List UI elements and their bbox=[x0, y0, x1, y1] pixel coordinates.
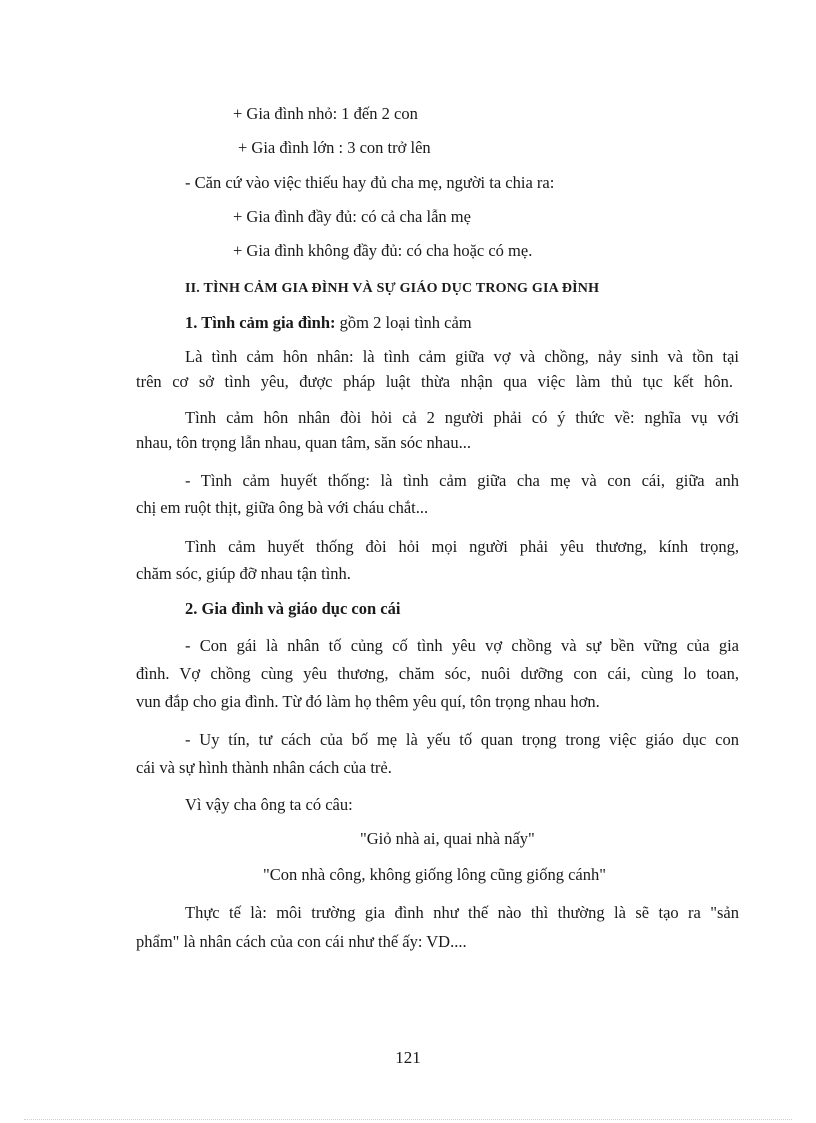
proverb-quote: "Giỏ nhà ai, quai nhà nấy" bbox=[360, 829, 535, 848]
paragraph-line: cái và sự hình thành nhân cách của trẻ. bbox=[136, 758, 392, 777]
paragraph-line: đình. Vợ chồng cùng yêu thương, chăm sóc, nuôi dưỡng con cái, cùng lo toan, bbox=[136, 664, 739, 683]
paragraph-parents-criteria: - Căn cứ vào việc thiếu hay đủ cha mẹ, người ta chia ra: bbox=[185, 173, 555, 192]
paragraph-line: Tình cảm hôn nhân đòi hỏi cả 2 người phải có ý thức về: nghĩa vụ với bbox=[185, 408, 739, 427]
paragraph-line: Là tình cảm hôn nhân: là tình cảm giữa vợ và chồng, nảy sinh và tồn tại bbox=[185, 347, 739, 366]
paragraph-line: nhau, tôn trọng lẫn nhau, quan tâm, săn sóc nhau... bbox=[136, 433, 471, 452]
list-item-large-family: + Gia đình lớn : 3 con trở lên bbox=[238, 138, 431, 157]
paragraph-line: chăm sóc, giúp đỡ nhau tận tình. bbox=[136, 564, 351, 583]
subheading-1-rest: gồm 2 loại tình cảm bbox=[335, 313, 472, 332]
paragraph-line: chị em ruột thịt, giữa ông bà với cháu chắt... bbox=[136, 498, 429, 517]
list-item-incomplete-family: + Gia đình không đầy đủ: có cha hoặc có mẹ. bbox=[233, 241, 533, 260]
paragraph-line: vun đắp cho gia đình. Từ đó làm họ thêm yêu quí, tôn trọng nhau hơn. bbox=[136, 692, 600, 711]
subheading-1-title: 1. Tình cảm gia đình: bbox=[185, 313, 336, 332]
subheading-1 bbox=[185, 313, 472, 333]
paragraph-line: Tình cảm huyết thống đòi hỏi mọi người phải yêu thương, kính trọng, bbox=[185, 537, 739, 556]
list-item-small-family: + Gia đình nhỏ: 1 đến 2 con bbox=[233, 104, 418, 123]
page-bottom-divider bbox=[24, 1119, 792, 1120]
paragraph-line: - Tình cảm huyết thống: là tình cảm giữa cha mẹ và con cái, giữa anh bbox=[185, 471, 739, 490]
paragraph-line: - Con gái là nhân tố củng cố tình yêu vợ chồng và sự bền vững của gia bbox=[185, 636, 739, 655]
list-item-complete-family: + Gia đình đầy đủ: có cả cha lẫn mẹ bbox=[233, 207, 471, 226]
paragraph-line: Thực tế là: môi trường gia đình như thế nào thì thường là sẽ tạo ra "sản bbox=[185, 903, 739, 922]
proverb-quote: "Con nhà công, không giống lông cũng giống cánh" bbox=[263, 865, 606, 884]
paragraph-line: Vì vậy cha ông ta có câu: bbox=[185, 795, 353, 814]
paragraph-line: phẩm" là nhân cách của con cái như thế ấy: VD.... bbox=[136, 932, 467, 951]
section-heading: II. TÌNH CẢM GIA ĐÌNH VÀ SỰ GIÁO DỤC TRONG GIA ĐÌNH bbox=[185, 281, 600, 296]
paragraph-line: - Uy tín, tư cách của bố mẹ là yếu tố quan trọng trong việc giáo dục con bbox=[185, 730, 739, 749]
page-number: 121 bbox=[395, 1048, 421, 1067]
paragraph-line: trên cơ sở tình yêu, được pháp luật thừa nhận qua việc làm thủ tục kết hôn. bbox=[136, 372, 733, 391]
subheading-2: 2. Gia đình và giáo dục con cái bbox=[185, 599, 401, 618]
